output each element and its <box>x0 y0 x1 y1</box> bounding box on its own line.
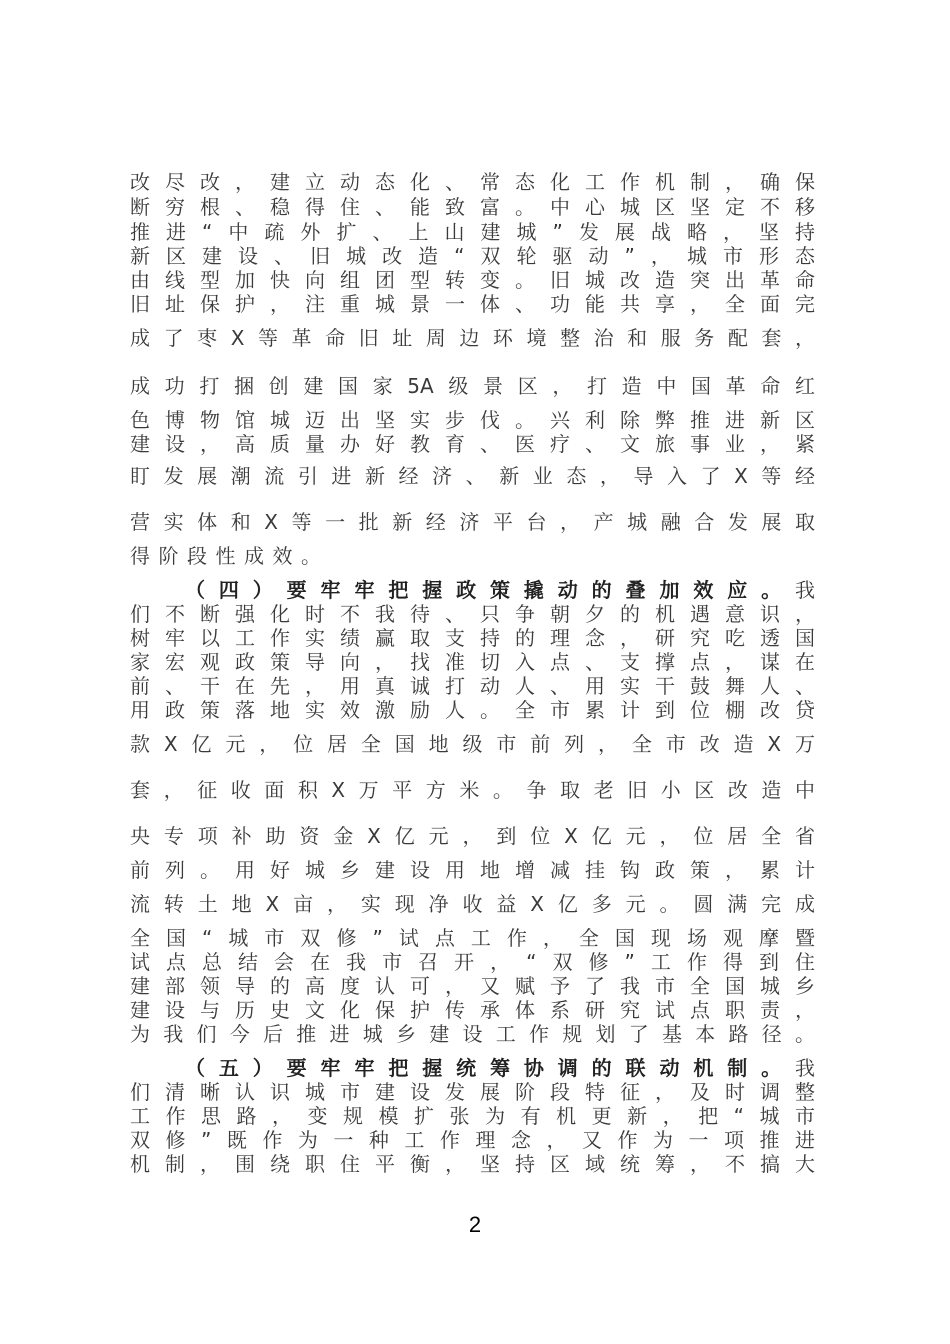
section-heading-5 <box>185 1056 815 1080</box>
text-line: 成了枣X等革命旧址周边环境整治和服务配套， <box>130 326 815 350</box>
text-line: 色博物馆城迈出坚实步伐。兴利除弊推进新区 <box>130 408 815 432</box>
text-line: 们清晰认识城市建设发展阶段特征，及时调整 <box>130 1080 815 1104</box>
text-line: 款X亿元，位居全国地级市前列，全市改造X万 <box>130 732 815 756</box>
text-line: 全国“城市双修”试点工作，全国现场观摩暨 <box>130 926 815 950</box>
text-line: 试点总结会在我市召开，“双修”工作得到住 <box>130 950 815 974</box>
text-line: 们不断强化时不我待、只争朝夕的机遇意识， <box>130 602 815 626</box>
page-number: 2 <box>468 1212 482 1237</box>
heading-4-title: （四）要牢牢把握政策撬动的叠加效应。 <box>185 578 795 602</box>
heading-4-rest: 我 <box>795 578 815 602</box>
text-line: 为我们今后推进城乡建设工作规划了基本路径。 <box>130 1022 815 1046</box>
text-line: 断穷根、稳得住、能致富。中心城区坚定不移 <box>130 195 815 219</box>
text-line: 建设与历史文化保护传承体系研究试点职责， <box>130 998 815 1022</box>
text-line: 盯发展潮流引进新经济、新业态，导入了X等经 <box>130 464 815 488</box>
text-line: 机制，围绕职住平衡，坚持区域统筹，不搞大 <box>130 1152 815 1176</box>
text-line: 流转土地X亩，实现净收益X亿多元。圆满完成 <box>130 892 815 916</box>
heading-5-rest: 我 <box>795 1056 815 1080</box>
text-line: 推进“中疏外扩、上山建城”发展战略，坚持 <box>130 220 815 244</box>
text-line: 新区建设、旧城改造“双轮驱动”，城市形态 <box>130 244 815 268</box>
text-line: 工作思路，变规模扩张为有机更新，把“城市 <box>130 1104 815 1128</box>
text-line: 前、干在先，用真诚打动人、用实干鼓舞人、 <box>130 674 815 698</box>
text-line: 由线型加快向组团型转变。旧城改造突出革命 <box>130 268 815 292</box>
heading-5-title: （五）要牢牢把握统筹协调的联动机制。 <box>185 1056 795 1080</box>
text-line: 前列。用好城乡建设用地增减挂钩政策，累计 <box>130 858 815 882</box>
text-line: 套，征收面积X万平方米。争取老旧小区改造中 <box>130 778 815 802</box>
text-line: 营实体和X等一批新经济平台，产城融合发展取 <box>130 510 815 534</box>
text-line: 树牢以工作实绩赢取支持的理念，研究吃透国 <box>130 626 815 650</box>
section-heading-4 <box>185 578 815 602</box>
text-line: 建设，高质量办好教育、医疗、文旅事业，紧 <box>130 432 815 456</box>
text-line: 旧址保护，注重城景一体、功能共享，全面完 <box>130 292 815 316</box>
text-line: 成功打捆创建国家5A级景区，打造中国革命红 <box>130 374 815 398</box>
text-line: 央专项补助资金X亿元，到位X亿元，位居全省 <box>130 824 815 848</box>
text-line: 改尽改，建立动态化、常态化工作机制，确保 <box>130 170 815 194</box>
text-line: 建部领导的高度认可，又赋予了我市全国城乡 <box>130 974 815 998</box>
text-line: 得阶段性成效。 <box>130 544 330 568</box>
text-line: 双修”既作为一种工作理念，又作为一项推进 <box>130 1128 815 1152</box>
text-line: 用政策落地实效激励人。全市累计到位棚改贷 <box>130 698 815 722</box>
text-line: 家宏观政策导向，找准切入点、支撑点，谋在 <box>130 650 815 674</box>
